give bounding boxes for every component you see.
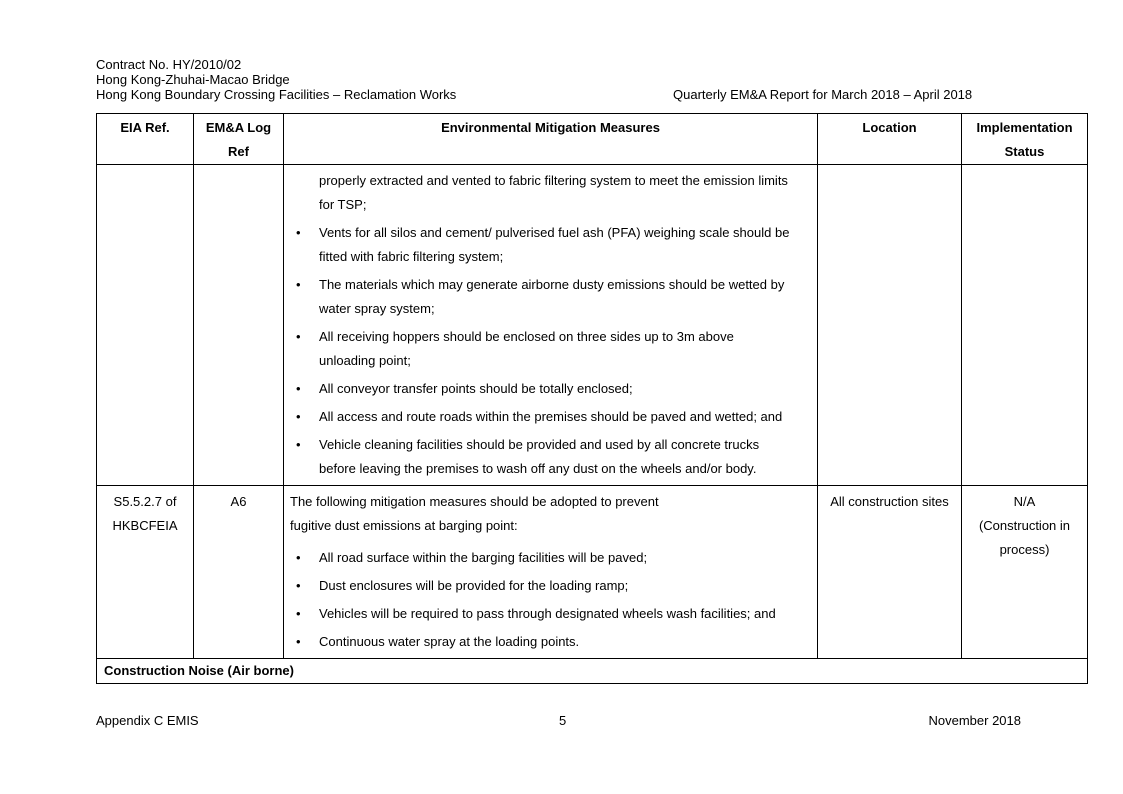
bullet-icon: • [296,437,301,452]
status-line-2: (Construction in [978,518,1071,533]
table-row [97,165,1088,486]
list-item: • Vents for all silos and cement/ pulverised fuel ash (PFA) weighing scale should be fitted with fabric filtering system; [290,221,803,269]
page-header [96,57,996,102]
report-title: Quarterly EM&A Report for March 2018 – April 2018 [673,87,973,102]
list-item: • All road surface within the barging facilities will be paved; [290,546,803,570]
intro-line-1: The following mitigation measures should be adopted to prevent [290,494,659,509]
intro-line-2: fugitive dust emissions at barging point: [290,518,518,533]
row1-status [962,165,1088,486]
row2-ema-ref: A6 [194,486,284,659]
list-item: • The materials which may generate airborne dusty emissions should be wetted by water spray system; [290,273,803,321]
eia-ref-line-1: S5.5.2.7 of [113,494,177,509]
continuation-line-1: properly extracted and vented to fabric filtering system to meet the emission limits [319,173,788,188]
eia-ref-line-2: HKBCFEIA [112,518,178,533]
header-status [962,114,1088,165]
header-ema-log-ref [194,114,284,165]
header-status-line-2: Status [1004,144,1045,159]
list-item: • Vehicles will be required to pass through designated wheels wash facilities; and [290,602,803,626]
project-name: Hong Kong-Zhuhai-Macao Bridge [96,72,290,87]
header-location: Location [818,114,962,165]
section-heading: Construction Noise (Air borne) [97,659,1088,684]
status-line-3: process) [999,542,1050,557]
row2-measures [284,486,818,659]
header-eia-ref: EIA Ref. [97,114,194,165]
table-row [97,486,1088,659]
bullet-icon: • [296,277,301,292]
section-row [97,659,1088,684]
continuation-line-2: for TSP; [319,197,367,212]
header-ema-line-1: EM&A Log [205,120,272,135]
row1-eia-ref [97,165,194,486]
bullet-icon: • [296,329,301,344]
row2-location: All construction sites [818,486,962,659]
row1-location [818,165,962,486]
bullet-icon: • [296,550,301,565]
contract-number: Contract No. HY/2010/02 [96,57,242,72]
bullet-icon: • [296,381,301,396]
page-footer [96,713,1021,728]
list-item: • All access and route roads within the premises should be paved and wetted; and [290,405,803,429]
page-number: 5 [559,713,567,728]
row1-measures [284,165,818,486]
table-header-row [97,114,1088,165]
list-item: • All conveyor transfer points should be totally enclosed; [290,377,803,401]
header-measures: Environmental Mitigation Measures [284,114,818,165]
works-name: Hong Kong Boundary Crossing Facilities – Reclamation Works [96,87,457,102]
list-item: • Vehicle cleaning facilities should be provided and used by all concrete trucks before leaving the premises to wash off any dust on the wheels and/or body. [290,433,803,481]
bullet-icon: • [296,409,301,424]
emis-table [96,113,1088,684]
list-item: • Dust enclosures will be provided for the loading ramp; [290,574,803,598]
header-status-line-1: Implementation [976,120,1073,135]
list-item: • All receiving hoppers should be enclosed on three sides up to 3m above unloading point; [290,325,803,373]
row2-status [962,486,1088,659]
status-line-1: N/A [1013,494,1036,509]
row2-bullet-list [290,546,803,654]
header-ema-line-2: Ref [228,144,249,159]
footer-appendix: Appendix C EMIS [96,713,199,728]
bullet-icon: • [296,578,301,593]
footer-date: November 2018 [928,713,1021,728]
bullet-icon: • [296,634,301,649]
row2-eia-ref [97,486,194,659]
bullet-icon: • [296,606,301,621]
row1-ema-ref [194,165,284,486]
list-item: • Continuous water spray at the loading points. [290,630,803,654]
row1-bullet-list [290,221,803,481]
bullet-icon: • [296,225,301,240]
